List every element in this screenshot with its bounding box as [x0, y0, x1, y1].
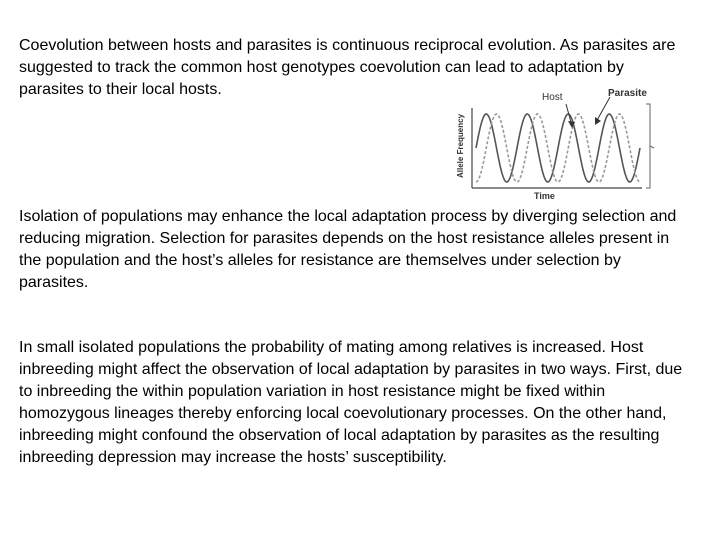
x-axis-label: Time	[534, 191, 555, 201]
host-wave	[476, 114, 640, 182]
bracket-tick	[650, 146, 654, 148]
inbreeding-paragraph: In small isolated populations the probability of mating among relatives is increased. Host inbreeding might affect the observation of local adaptation by parasites in two ways. First, due to inbreeding the within population variation in host resistance might be fixed within homozygous lineages thereby enforcing local coevolutionary processes. On the other hand, inbreeding might confound the observation of local adaptation by parasites as the resulting inbreeding depression may increase the hosts’ susceptibility.	[19, 339, 683, 466]
right-bracket	[646, 104, 650, 188]
parasite-arrow	[596, 97, 610, 122]
intro-paragraph: Coevolution between hosts and parasites is continuous reciprocal evolution. As parasites are suggested to track the common host genotypes coevolution can lead to adaptation by parasites to their local hosts.	[19, 37, 676, 98]
isolation-paragraph: Isolation of populations may enhance the local adaptation process by diverging selection and reducing migration. Selection for parasites depends on the host resistance alleles present in the population and the host’s alleles for resistance are themselves under selection by parasites.	[19, 208, 677, 291]
coevolution-figure	[448, 86, 688, 204]
host-label: Host	[542, 92, 563, 103]
coevolution-diagram	[448, 86, 688, 204]
y-axis-label: Allele Frequency	[456, 113, 465, 178]
parasite-label: Parasite	[608, 88, 647, 99]
